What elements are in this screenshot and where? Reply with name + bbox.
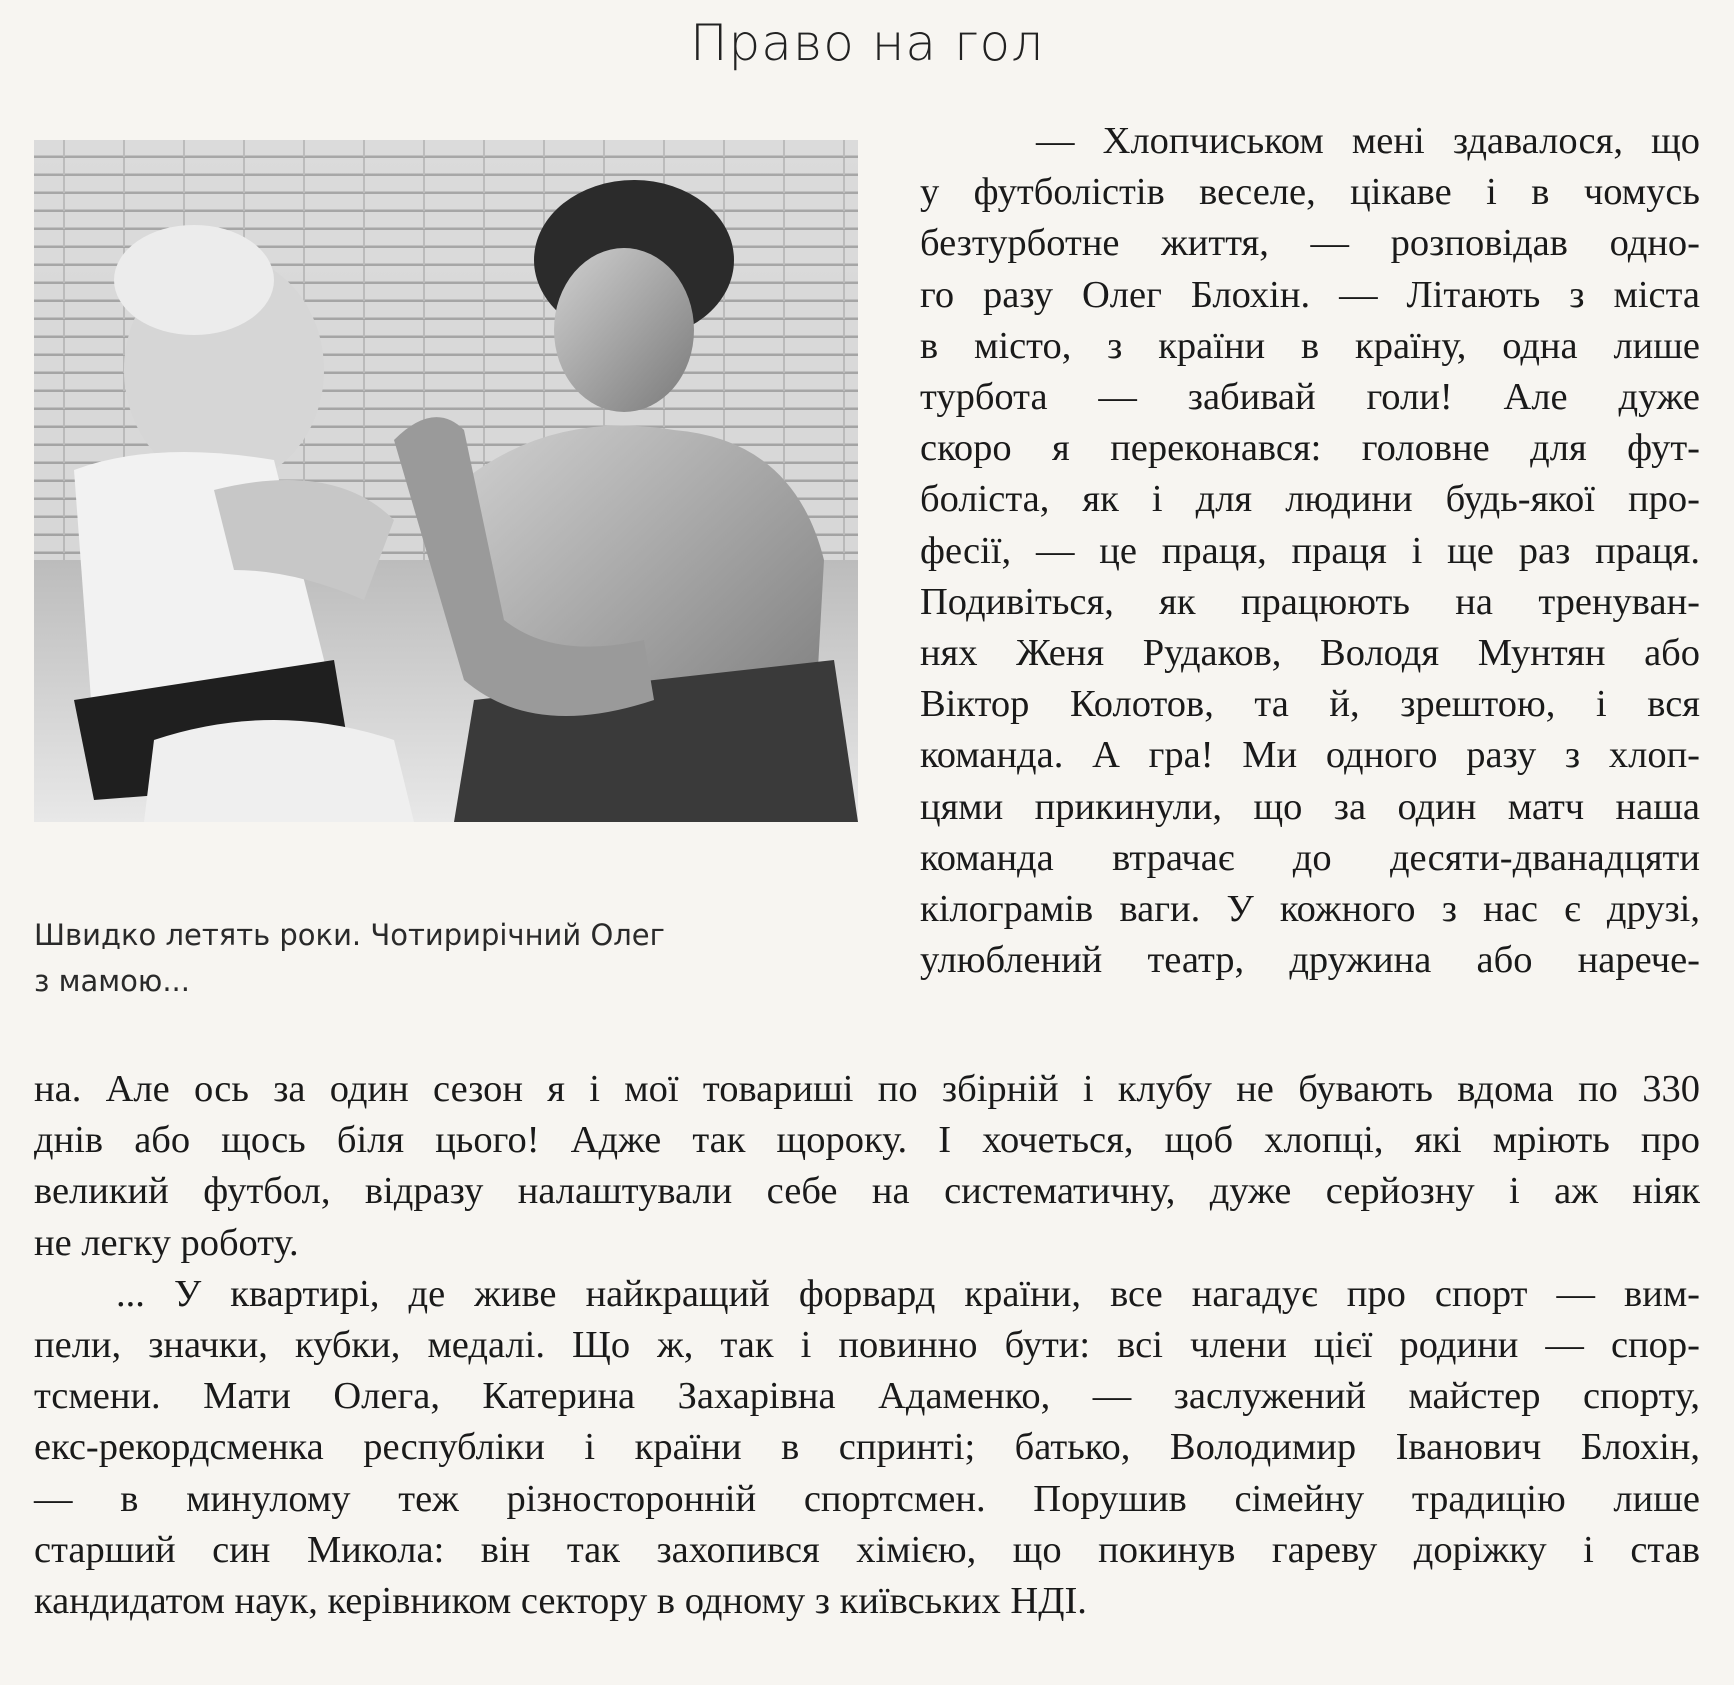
column-paragraph	[920, 116, 1700, 986]
text-line: екс-рекордсменка республіки і країни в спринті; батько, Володимир Іванович Блохін,	[34, 1426, 1700, 1469]
text-line: в місто, з країни в країну, одна лише	[920, 324, 1700, 367]
text-line: кандидатом наук, керівником сектору в одному з київських НДІ.	[34, 1580, 1087, 1623]
text-line: пели, значки, кубки, медалі. Що ж, так і повинно бути: всі члени цієї родини — спор-	[34, 1324, 1700, 1367]
photo	[34, 140, 858, 822]
text-line: команда втрачає до десяти-дванадцяти	[920, 836, 1700, 879]
text-line: цями прикинули, що за один матч наша	[920, 785, 1700, 828]
caption-line: Швидко летять роки. Чотирирічний Олег	[34, 918, 665, 952]
text-line: ... У квартирі, де живе найкращий форвард країни, все нагадує про спорт — вим-	[116, 1272, 1700, 1315]
text-line: безтурботне життя, — розповідав одно-	[920, 222, 1700, 265]
text-line: скоро я переконався: головне для фут-	[920, 427, 1700, 470]
text-line: боліста, як і для людини будь-якої про-	[920, 478, 1700, 521]
text-line: команда. А гра! Ми одного разу з хлоп-	[920, 734, 1700, 777]
text-line: улюблений театр, дружина або нарече-	[920, 939, 1700, 982]
text-line: днів або щось біля цього! Адже так щороку. І хочеться, щоб хлопці, які мріють про	[34, 1119, 1700, 1162]
page-title: Право на гол	[689, 14, 1045, 72]
text-line: Подивіться, як працюють на тренуван-	[920, 580, 1700, 623]
text-line: тсмени. Мати Олега, Катерина Захарівна Адаменко, — заслужений майстер спорту,	[34, 1375, 1700, 1418]
text-line: у футболістів веселе, цікаве і в чомусь	[920, 171, 1700, 214]
text-line: великий футбол, відразу налаштували себе на систематичну, дуже серйозну і аж ніяк	[34, 1170, 1700, 1213]
text-line: не легку роботу.	[34, 1221, 299, 1264]
photo-image	[34, 140, 858, 822]
text-line: нях Женя Рудаков, Володя Мунтян або	[920, 632, 1700, 675]
text-line: турбота — забивай голи! Але дуже	[920, 376, 1700, 419]
text-line: старший син Микола: він так захопився хімією, що покинув гареву доріжку і став	[34, 1528, 1700, 1571]
caption-line: з мамою...	[34, 964, 190, 998]
text-line: — в минулому теж різносторонній спортсмен. Порушив сімейну традицію лише	[34, 1477, 1700, 1520]
photo-caption	[34, 912, 794, 1004]
text-line: фесії, — це праця, праця і ще раз праця.	[920, 529, 1700, 572]
text-line: го разу Олег Блохін. — Літають з міста	[920, 273, 1700, 316]
text-line: Віктор Колотов, та й, зрештою, і вся	[920, 683, 1700, 726]
full-width-text	[34, 1064, 1700, 1627]
text-line: — Хлопчиськом мені здавалося, що	[1036, 120, 1700, 162]
text-line: на. Але ось за один сезон я і мої товариші по збірній і клубу не бувають вдома по 330	[34, 1068, 1700, 1110]
text-line: кілограмів ваги. У кожного з нас є друзі,	[920, 888, 1700, 931]
